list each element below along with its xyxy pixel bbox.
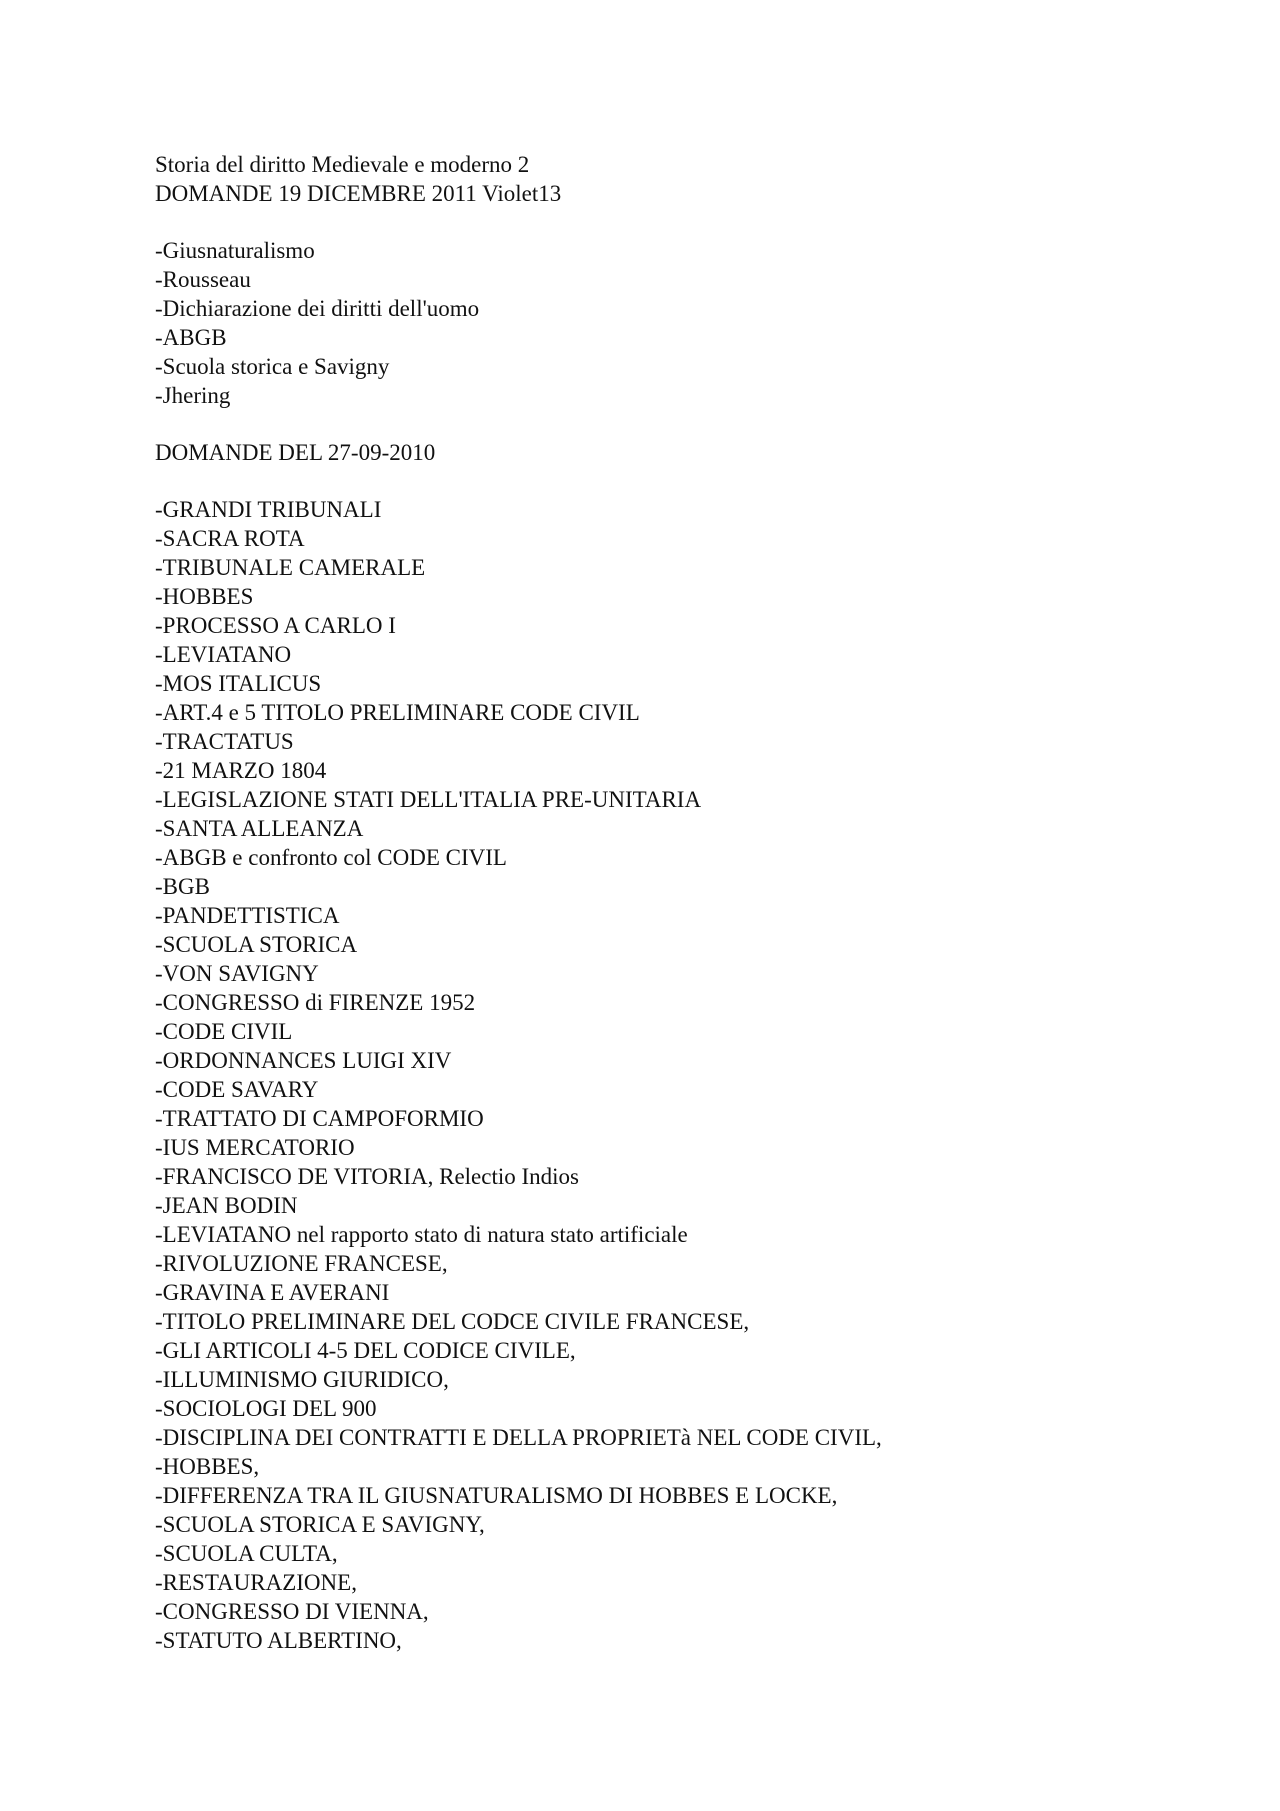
list-item: -SOCIOLOGI DEL 900 (155, 1396, 377, 1421)
list-item: -DIFFERENZA TRA IL GIUSNATURALISMO DI HOBBES E LOCKE, (155, 1483, 838, 1508)
document-subtitle: DOMANDE 19 DICEMBRE 2011 Violet13 (155, 181, 562, 206)
document-title: Storia del diritto Medievale e moderno 2 (155, 152, 530, 177)
spacer (155, 467, 1215, 495)
list-item: -ORDONNANCES LUIGI XIV (155, 1048, 452, 1073)
list-item: -HOBBES, (155, 1454, 260, 1479)
list-item: -CODE SAVARY (155, 1077, 319, 1102)
list-item: -Rousseau (155, 267, 251, 292)
list-item: -SCUOLA CULTA, (155, 1541, 338, 1566)
list-item: -SANTA ALLEANZA (155, 816, 364, 841)
document-content (155, 150, 1215, 1655)
section-heading: DOMANDE DEL 27-09-2010 (155, 440, 436, 465)
list-item: -PROCESSO A CARLO I (155, 613, 396, 638)
list-item: -VON SAVIGNY (155, 961, 319, 986)
list-item: -GRAVINA E AVERANI (155, 1280, 390, 1305)
list-item: -BGB (155, 874, 210, 899)
spacer (155, 208, 1215, 236)
list-item: -ILLUMINISMO GIURIDICO, (155, 1367, 449, 1392)
list-item: -SCUOLA STORICA E SAVIGNY, (155, 1512, 485, 1537)
list-item: -STATUTO ALBERTINO, (155, 1628, 402, 1653)
list-item: -RESTAURAZIONE, (155, 1570, 357, 1595)
list-item: -GLI ARTICOLI 4-5 DEL CODICE CIVILE, (155, 1338, 576, 1363)
list-item: -LEGISLAZIONE STATI DELL'ITALIA PRE-UNITARIA (155, 787, 702, 812)
list-item: -ART.4 e 5 TITOLO PRELIMINARE CODE CIVIL (155, 700, 640, 725)
list-item: -TRACTATUS (155, 729, 294, 754)
list-item: -HOBBES (155, 584, 254, 609)
list-item: -CONGRESSO di FIRENZE 1952 (155, 990, 476, 1015)
list-item: -PANDETTISTICA (155, 903, 340, 928)
question-list-2010 (155, 495, 1215, 1655)
list-item: -MOS ITALICUS (155, 671, 322, 696)
list-item: -Giusnaturalismo (155, 238, 315, 263)
list-item: -CONGRESSO DI VIENNA, (155, 1599, 429, 1624)
list-item: -RIVOLUZIONE FRANCESE, (155, 1251, 448, 1276)
list-item: -ABGB (155, 325, 227, 350)
list-item: -JEAN BODIN (155, 1193, 298, 1218)
list-item: -GRANDI TRIBUNALI (155, 497, 382, 522)
list-item: -TRATTATO DI CAMPOFORMIO (155, 1106, 484, 1131)
list-item: -ABGB e confronto col CODE CIVIL (155, 845, 507, 870)
list-item: -FRANCISCO DE VITORIA, Relectio Indios (155, 1164, 580, 1189)
list-item: -LEVIATANO nel rapporto stato di natura stato artificiale (155, 1222, 688, 1247)
list-item: -IUS MERCATORIO (155, 1135, 355, 1160)
list-item: -21 MARZO 1804 (155, 758, 327, 783)
list-item: -CODE CIVIL (155, 1019, 293, 1044)
list-item: -Dichiarazione dei diritti dell'uomo (155, 296, 480, 321)
list-item: -Jhering (155, 383, 231, 408)
list-item: -DISCIPLINA DEI CONTRATTI E DELLA PROPRIETà NEL CODE CIVIL, (155, 1425, 882, 1450)
list-item: -TITOLO PRELIMINARE DEL CODCE CIVILE FRANCESE, (155, 1309, 750, 1334)
list-item: -LEVIATANO (155, 642, 292, 667)
question-list-2011 (155, 236, 1215, 410)
list-item: -Scuola storica e Savigny (155, 354, 390, 379)
spacer (155, 410, 1215, 438)
list-item: -TRIBUNALE CAMERALE (155, 555, 426, 580)
list-item: -SCUOLA STORICA (155, 932, 358, 957)
list-item: -SACRA ROTA (155, 526, 305, 551)
